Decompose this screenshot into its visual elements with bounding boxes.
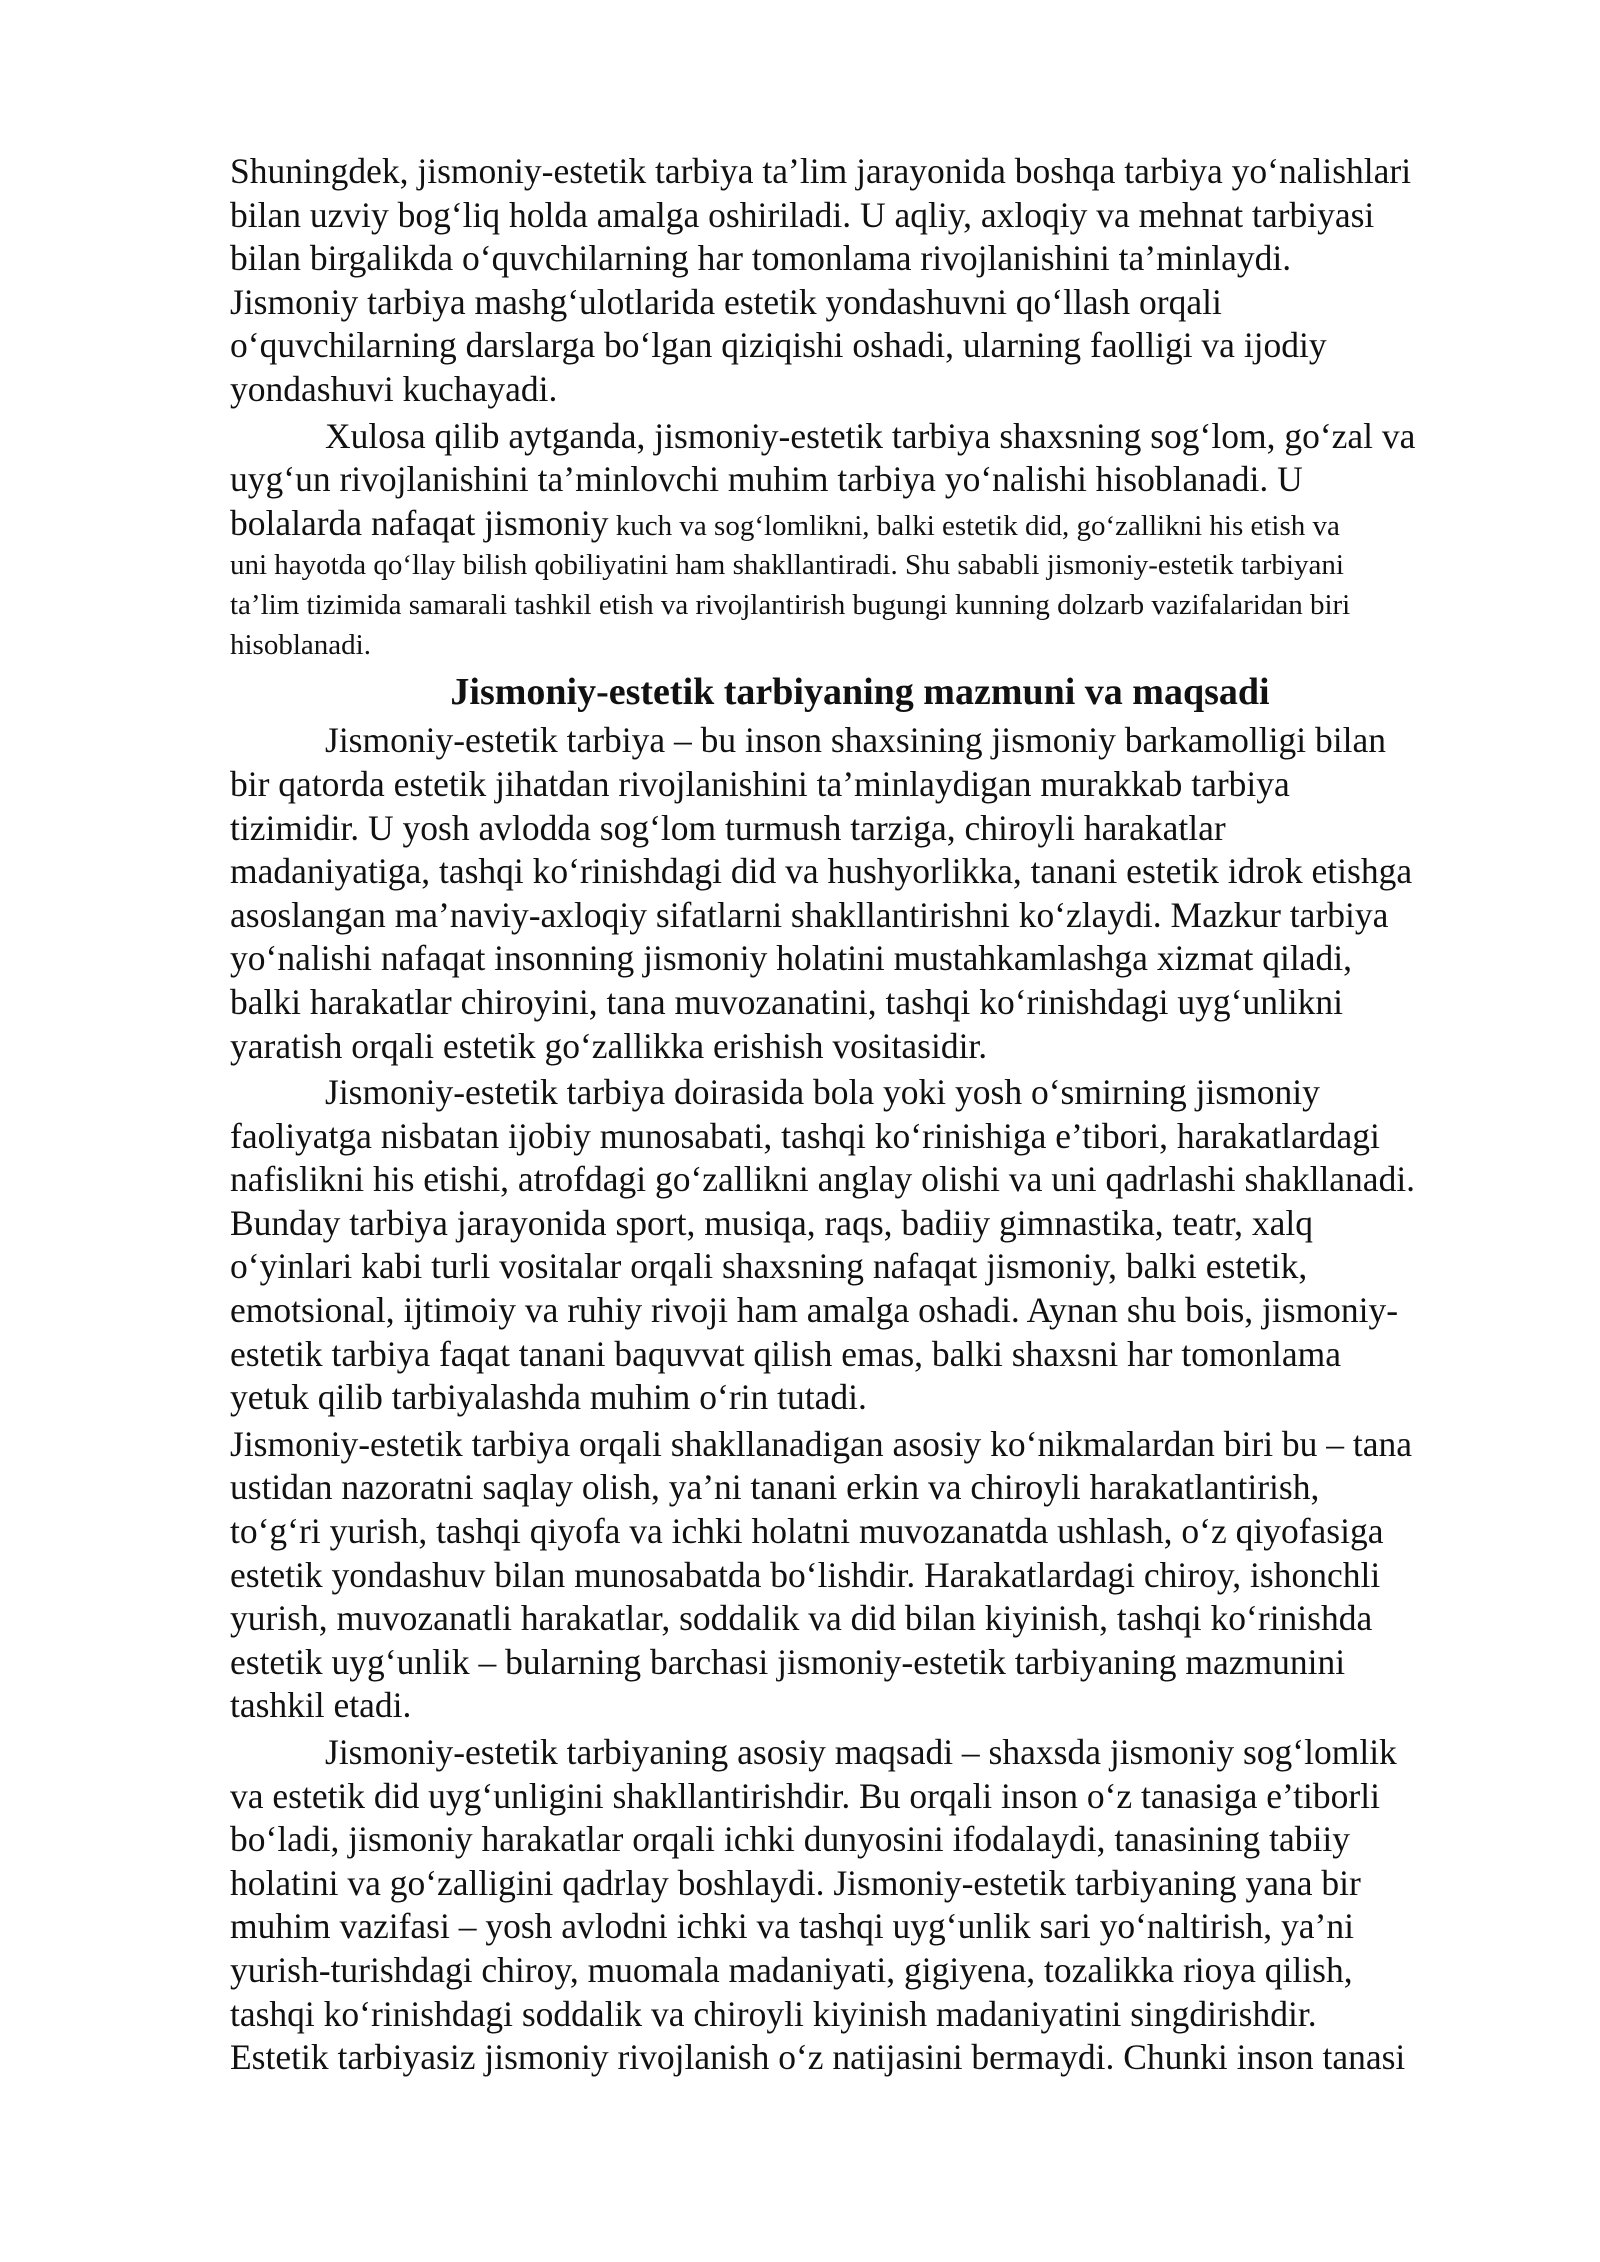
paragraph-3: [230, 719, 1490, 1068]
text-line: o‘yinlari kabi turli vositalar orqali shaxsning nafaqat jismoniy, balki estetik,: [230, 1246, 1308, 1287]
text-line: Jismoniy-estetik tarbiyaning asosiy maqsadi – shaxsda jismoniy sog‘lomlik: [325, 1732, 1397, 1772]
text-line: estetik uyg‘unlik – bularning barchasi jismoniy-estetik tarbiyaning mazmunini: [230, 1641, 1346, 1682]
text-line: holatini va go‘zalligini qadrlay boshlaydi. Jismoniy-estetik tarbiyaning yana bir: [230, 1862, 1361, 1903]
text-line: yetuk qilib tarbiyalashda muhim o‘rin tutadi.: [230, 1377, 867, 1418]
text-line: Jismoniy-estetik tarbiya – bu inson shaxsining jismoniy barkamolligi bilan: [325, 720, 1386, 761]
text-line-small: hisoblanadi.: [230, 629, 371, 662]
text-line: emotsional, ijtimoiy va ruhiy rivoji ham amalga oshadi. Aynan shu bois, jismoniy-: [230, 1290, 1399, 1331]
text-run-large: bolalarda nafaqat jismoniy: [230, 502, 609, 543]
text-line: balki harakatlar chiroyini, tana muvozanatini, tashqi ko‘rinishdagi uyg‘unlikni: [230, 981, 1344, 1022]
text-run-small: kuch va sog‘lomlikni, balki estetik did, go‘zallikni his etish va: [608, 509, 1340, 542]
text-line-mixed: [230, 502, 1490, 546]
text-line: bilan uzviy bog‘liq holda amalga oshiriladi. U aqliy, axloqiy va mehnat tarbiyasi: [230, 194, 1375, 235]
text-line: Jismoniy-estetik tarbiya orqali shakllanadigan asosiy ko‘nikmalardan biri bu – tana: [230, 1423, 1413, 1464]
document-page: [230, 150, 1490, 2080]
text-line: ustidan nazoratni saqlay olish, ya’ni tanani erkin va chiroyli harakatlantirish,: [230, 1467, 1320, 1508]
text-line-small: uni hayotda qo‘llay bilish qobiliyatini ham shakllantiradi. Shu sababli jismoniy-estetik tarbiyani: [230, 549, 1344, 582]
text-line: tizimidir. U yosh avlodda sog‘lom turmush tarziga, chiroyli harakatlar: [230, 807, 1226, 848]
text-line: bir qatorda estetik jihatdan rivojlanishini ta’minlaydigan murakkab tarbiya: [230, 763, 1290, 804]
paragraph-5: [230, 1423, 1490, 1728]
text-line: yurish, muvozanatli harakatlar, soddalik va did bilan kiyinish, tashqi ko‘rinishda: [230, 1598, 1373, 1639]
text-line: to‘g‘ri yurish, tashqi qiyofa va ichki holatni muvozanatda ushlash, o‘z qiyofasiga: [230, 1511, 1384, 1552]
text-line: madaniyatiga, tashqi ko‘rinishdagi did va hushyorlikka, tanani estetik idrok etishga: [230, 851, 1413, 892]
text-line: o‘quvchilarning darslarga bo‘lgan qiziqishi oshadi, ularning faolligi va ijodiy: [230, 325, 1327, 366]
text-line: Bunday tarbiya jarayonida sport, musiqa, raqs, badiiy gimnastika, teatr, xalq: [230, 1202, 1314, 1243]
text-line: uyg‘un rivojlanishini ta’minlovchi muhim tarbiya yo‘nalishi hisoblanadi. U: [230, 459, 1303, 500]
text-line: faoliyatga nisbatan ijobiy munosabati, tashqi ko‘rinishiga e’tibori, harakatlardagi: [230, 1115, 1380, 1156]
text-line: nafislikni his etishi, atrofdagi go‘zallikni anglay olishi va uni qadrlashi shakllanadi.: [230, 1159, 1416, 1200]
text-line: yondashuvi kuchayadi.: [230, 368, 558, 409]
text-line: yo‘nalishi nafaqat insonning jismoniy holatini mustahkamlashga xizmat qiladi,: [230, 938, 1353, 979]
paragraph-2: [230, 415, 1490, 666]
paragraph-1: [230, 150, 1490, 412]
text-line: bilan birgalikda o‘quvchilarning har tomonlama rivojlanishini ta’minlaydi.: [230, 238, 1292, 279]
text-line: Xulosa qilib aytganda, jismoniy-estetik tarbiya shaxsning sog‘lom, go‘zal va: [325, 415, 1416, 456]
text-line: Shuningdek, jismoniy-estetik tarbiya ta’lim jarayonida boshqa tarbiya yo‘nalishlari: [230, 151, 1412, 191]
text-line: Jismoniy-estetik tarbiya doirasida bola yoki yosh o‘smirning jismoniy: [325, 1072, 1320, 1113]
paragraph-4: [230, 1071, 1490, 1420]
text-line: bo‘ladi, jismoniy harakatlar orqali ichki dunyosini ifodalaydi, tanasining tabiiy: [230, 1819, 1350, 1860]
text-line: Estetik tarbiyasiz jismoniy rivojlanish o‘z natijasini bermaydi. Chunki inson tanasi: [230, 2037, 1406, 2078]
text-line: yurish-turishdagi chiroy, muomala madaniyati, gigiyena, tozalikka rioya qilish,: [230, 1949, 1353, 1990]
text-line: estetik yondashuv bilan munosabatda bo‘lishdir. Harakatlardagi chiroy, ishonchli: [230, 1554, 1381, 1595]
text-line: tashkil etadi.: [230, 1685, 412, 1726]
text-line-small: ta’lim tizimida samarali tashkil etish va rivojlantirish bugungi kunning dolzarb vazifalaridan biri: [230, 589, 1351, 622]
text-line: Jismoniy tarbiya mashg‘ulotlarida estetik yondashuvni qo‘llash orqali: [230, 281, 1222, 322]
section-heading: Jismoniy-estetik tarbiyaning mazmuni va maqsadi: [450, 671, 1270, 714]
text-line: yaratish orqali estetik go‘zallikka erishish vositasidir.: [230, 1025, 988, 1066]
text-line: va estetik did uyg‘unligini shakllantirishdir. Bu orqali inson o‘z tanasiga e’tiborli: [230, 1775, 1380, 1816]
text-line: muhim vazifasi – yosh avlodni ichki va tashqi uyg‘unlik sari yo‘naltirish, ya’ni: [230, 1906, 1354, 1947]
paragraph-6: [230, 1731, 1490, 2080]
text-line: asoslangan ma’naviy-axloqiy sifatlarni shakllantirishni ko‘zlaydi. Mazkur tarbiya: [230, 894, 1389, 935]
text-line: tashqi ko‘rinishdagi soddalik va chiroyli kiyinish madaniyatini singdirishdir.: [230, 1993, 1317, 2034]
text-line: estetik tarbiya faqat tanani baquvvat qilish emas, balki shaxsni har tomonlama: [230, 1333, 1342, 1374]
